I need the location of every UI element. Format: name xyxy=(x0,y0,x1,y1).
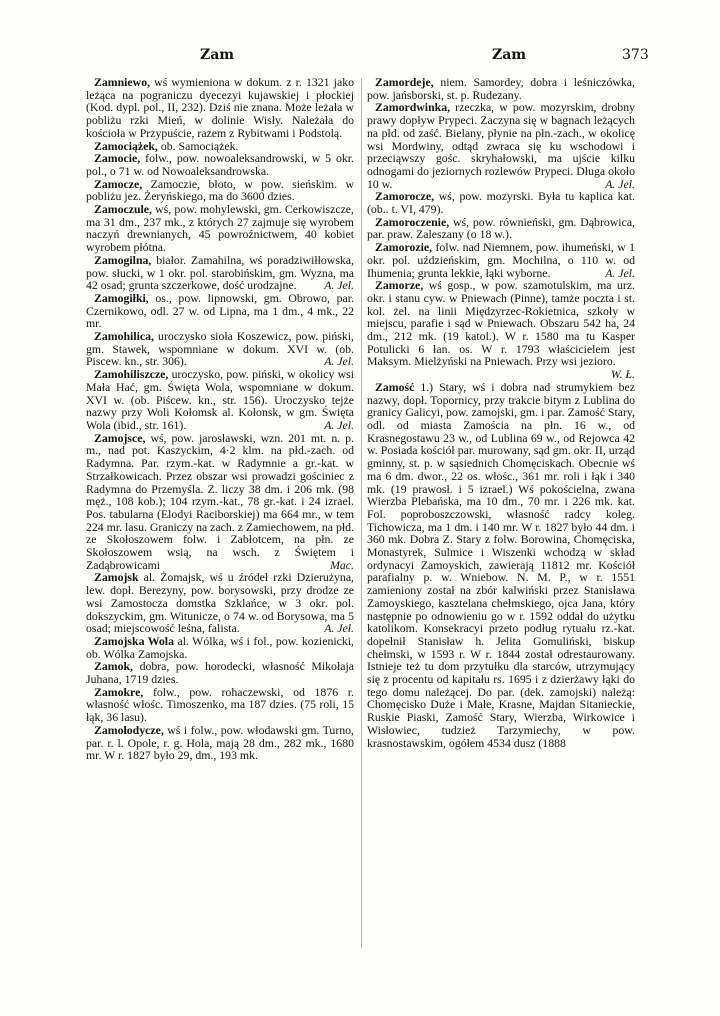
dictionary-entry xyxy=(86,254,354,292)
entry-text: wś wymieniona w dokum. z r. 1321 jako leżąca na pograniczu dyecezyi kujawskiej i płockiej (Kod. dypl. pol., II, 232). Dziś nie znana. Może leżała w pobliżu rzki Mień, w dolinie Wisły. Należała do kościoła w Przypuście, razem z Rybitwami i Podstolą. xyxy=(86,75,354,140)
entry-signature: Mac. xyxy=(330,557,354,572)
dictionary-entry xyxy=(367,101,635,190)
entry-text: folw., pow. nowoaleksandrowski, w 5 okr. pol., o 71 w. od Nowoaleksandrowska. xyxy=(86,151,355,178)
entry-headword: Zamoczule, xyxy=(94,202,152,217)
entry-text: wś gosp., w pow. szamotulskim, ma urz. okr. i stanu cyw. w Pniewach (Pinne), tamże poczta i st. kol. żel. na linii Międzyrzec-Rokietnica, szkoły w miejscu, parafie i sąd w Pniewach. Obszaru 542 ha, 24 dm., 212 mk. (19 katol.). W r. 1580 ma tu Kasper Potulicki 6 łan. os. W r. 1793 właścicielem jest Maksym. Mielżyński na Pniewach. Przy wsi jezioro. xyxy=(367,278,636,369)
entry-text: uroczysko sioła Koszewicz, pow. piński, gm. Stawek, wspomniane w dokum. XVI w. (ob. Piscew. kn., str. 306). xyxy=(86,329,354,369)
dictionary-entry xyxy=(86,724,354,762)
entry-text: wś, pow. mohylewski, gm. Cerkowiszcze, ma 31 dm., 237 mk., z których 27 zajmuje się wyrobem naczyń drewnianych, 45 powroźnictwem, 40 kobiet wyrobem płótna. xyxy=(86,202,354,255)
entry-headword: Zamohiliszcze, xyxy=(94,367,169,382)
entry-text: al. Wólka, wś i fol., pow. kozienicki, ob. Wólka Zamojska. xyxy=(86,633,354,661)
entry-text: folw. nad Niemnem, pow. ihumeński, w 1 okr. pol. uździeńskim, gm. Mochilna, o 110 w. od Ihumenia; grunta lekkie, łąki wyborne. xyxy=(367,240,635,280)
page-number: 373 xyxy=(622,47,649,63)
entry-headword: Zamojsce, xyxy=(94,430,146,445)
entry-signature: A. Jel. xyxy=(324,621,354,636)
entry-headword: Zamoroczenie, xyxy=(375,214,450,229)
entry-signature: W. Ł. xyxy=(610,367,635,382)
entry-text: wś, pow. jarosławski, wzn. 201 mt. n. p. m., nad pot. Kaszyckim, 4·2 klm. na płd.-zach. od Radymna. Par. rzym.-kat. w Radymnie a gr.-kat. w Strzałkowicach. Przez obszar wsi prowadzi gościniec z Radymna do Przemyśla. Z. liczy 38 dm. i 206 mk. (98 męż., 108 kob.); 104 rzym.-kat., 78 gr.-kat. i 24 izrael. Pos. tabularna (Elodyi Raciborskiej) ma 664 mr., w tem 224 mr. lasu. Graniczy na zach. z Zamiechowem, na płd. ze Skołoszowem folw. i Zabłotcem, na płn. ze Skołoszowem wsią, na wsch. z Świętem i Zadąbrowicami xyxy=(86,430,355,572)
entry-headword: Zamokre, xyxy=(94,684,144,699)
entry-text: al. Żomajsk, wś u źródeł rzki Dzierużyna, lew. dopł. Berezyny, pow. borysowski, przy drodze ze wsi Zamostocza domstka Szklańce, w 3 okr. pol. dokszyckim, gm. Witunicze, o 74 w. od Borysowa, ma 5 osad; miejscowość leśna, falista. xyxy=(86,570,355,636)
dictionary-entry xyxy=(86,178,354,203)
entry-signature: A. Jel. xyxy=(605,176,635,191)
entry-headword: Zamołodycze, xyxy=(94,722,164,737)
entry-text: folw., pow. rohaczewski, od 1876 r. własność włośc. Timoszenko, ma 187 dzies. (75 roli, 15 łąk, 36 lasu). xyxy=(86,684,355,725)
entry-headword: Zamojsk xyxy=(94,570,139,585)
entry-headword: Zamogilna, xyxy=(94,252,152,267)
entry-text: Zamoczie, błoto, w pow. sieńskim. w pobliżu jez. Żeryńskiego, ma do 3600 dzies. xyxy=(86,176,354,204)
running-head-left: Zam xyxy=(200,47,235,63)
dictionary-entry xyxy=(86,368,354,432)
entry-signature: A. Jel. xyxy=(324,278,354,293)
entry-headword: Zamojska Wola xyxy=(94,633,174,648)
dictionary-entry xyxy=(86,660,354,685)
entry-headword: Zamociążek, xyxy=(94,138,158,153)
dictionary-entry xyxy=(86,152,354,177)
dictionary-entry xyxy=(367,190,635,215)
entry-text: wś, pow. mozyrski. Była tu kaplica kat. (ob.. t. VI, 479). xyxy=(367,189,635,217)
entry-text: niem. Samordey, dobra i leśniczówka, pow. jańsborski, st. p. Rudezany. xyxy=(367,75,635,102)
dictionary-entry xyxy=(86,432,354,572)
dictionary-entry xyxy=(367,381,635,749)
dictionary-entry xyxy=(86,203,354,254)
right-column xyxy=(367,76,635,749)
page-header xyxy=(82,44,648,66)
entry-headword: Zamość xyxy=(375,379,415,394)
left-column xyxy=(86,76,354,762)
dictionary-entry xyxy=(367,76,635,101)
entry-headword: Zamorocze, xyxy=(375,189,435,204)
entry-headword: Zamohilica, xyxy=(94,329,154,344)
dictionary-entry xyxy=(86,571,354,635)
entry-headword: Zamordwinka, xyxy=(375,100,451,115)
dictionary-entry xyxy=(367,279,635,381)
entry-headword: Zamogiłki, xyxy=(94,290,149,305)
entry-text: os., pow. lipnowski, gm. Obrowo, par. Czernikowo, odl. 27 w. od Lipna, ma 1 dm., 4 mk., 22 mr. xyxy=(86,290,354,331)
entry-headword: Zamocze, xyxy=(94,176,143,191)
entry-headword: Zamorozie, xyxy=(375,240,433,255)
dictionary-entry xyxy=(86,292,354,330)
entry-text: wś, pow. równieński, gm. Dąbrowica, par. praw. Zaleszany (o 18 w.). xyxy=(367,214,636,242)
entry-text: rzeczka, w pow. mozyrskim, drobny prawy dopływ Prypeci. Zaczyna się w bagnach leżących na płd. od zaść. Bielany, płynie na płn.-zach., w okolicę wsi Mordwiny, odtąd zwraca się ku wschodowi i przeciąwszy gośc. skryhałowski, ma ujście kilku odnogami do jeziornych rozlewów Prypeci. Długa około 10 w. xyxy=(367,100,635,191)
dictionary-entry xyxy=(86,76,354,140)
column-divider xyxy=(361,78,362,948)
entry-text: dobra, pow. horodecki, własność Mikołaja Juhana, 1719 dzies. xyxy=(86,659,354,687)
dictionary-entry xyxy=(367,216,635,241)
entry-text: 1.) Stary, wś i dobra nad strumykiem bez nazwy, dopł. Topornicy, przy trakcie bitym z Lublina do granicy Galicyi, pow. zamojski, gm. i par. Zamość Stary, odl. od miasta Zamościa na płn. 16 w., od Krasnegostawu 23 w., od Lublina 69 w., od Rejowca 42 w. Posiada kościół par. murowany, sąd gm. okr. II, urząd gminny, st. p. w sąsiednich Chomęciskach. Obecnie wś ma 6 dm. dwor., 22 os. włośc., 361 mr. roli i łąk i 340 mk. (19 prawosł. i 5 izrael.) Wś pokościelna, zwana Wierzba Plebańska, ma 10 dm., 70 mr. i 226 mk. kat. Fol. poproboszczowski, własność radcy koleg. Tichowicza, ma 1 dm. i 140 mr. W r. 1827 było 44 dm. i 360 mk. Dobra Z. Stary z folw. Borowina, Chomęciska, Monastyrek, Sulmice i Wiszenki wchodzą w skład ordynacyi Zamoyskich, zawierają 11812 mr. Kościół parafialny p. w. Wniebow. N. M. P., w r. 1551 zamieniony został na zbór kalwiński przez Stanisława Zamoyskiego, kasztelana chełmskiego, ojca Jana, który następnie po odnowieniu go w r. 1592 oddał do użytku katolikom. Konsekracyi przeto podług rytuału rz.-kat. dopełnił Stanisław h. Jelita Gomuliński, biskup chełmski, w 1593 r. W r. 1844 został odrestaurowany. Istnieje też tu dom przytułku dla starców, utrzymujący się z procentu od kapitału rs. 1695 i z dzierżawy łąki do tego domu należącej. Do par. (dek. zamojski) należą: Chomęcisko Duże i Małe, Krasne, Majdan Sitanieckie, Ruskie Piaski, Zamość Stary, Wierzba, Wirkowice i Wisłowiec, tudzież Tarzymiechy, w pow. krasnostawskim, ogółem 4534 dusz (1888 xyxy=(367,379,636,750)
entry-text: uroczysko, pow. piński, w okolicy wsi Mała Hać, gm. Święta Wola, wspomniane w dokum. XVI w. (ob. Piścew. kn., str. 156). Uroczysko tejże nazwy przy Woli Kołomsk al. Kołonsk, w gm. Święta Wola (ibid., str. 161). xyxy=(86,367,355,432)
entry-signature: A. Jel. xyxy=(605,265,635,280)
dictionary-entry xyxy=(86,330,354,368)
running-head-center: Zam xyxy=(492,47,527,63)
dictionary-entry xyxy=(367,241,635,279)
dictionary-entry xyxy=(86,686,354,724)
entry-signature: A. Jel. xyxy=(324,417,354,432)
entry-text: białor. Zamahilna, wś poradziwiłłowska, pow. słucki, w 1 okr. pol. starobińskim, gm. Wyzna, ma 42 osad; grunta szczerkowe, dość urodzajne. xyxy=(86,252,354,293)
dictionary-entry xyxy=(86,635,354,660)
entry-headword: Zamorze, xyxy=(375,278,424,293)
entry-headword: Zamocie, xyxy=(94,151,141,166)
entry-headword: Zamok, xyxy=(94,659,134,674)
entry-headword: Zamordeje, xyxy=(375,75,434,89)
entry-text: ob. Samociążek. xyxy=(160,138,239,153)
entry-headword: Zamniewo, xyxy=(94,75,151,89)
entry-signature: A. Jel. xyxy=(324,354,354,369)
entry-text: wś i folw., pow. włodawski gm. Turno, par. r. l. Opole, r. g. Hola, mają 28 dm., 282 mk., 1680 mr. W r. 1827 było 29, dm., 193 mk. xyxy=(86,722,354,763)
